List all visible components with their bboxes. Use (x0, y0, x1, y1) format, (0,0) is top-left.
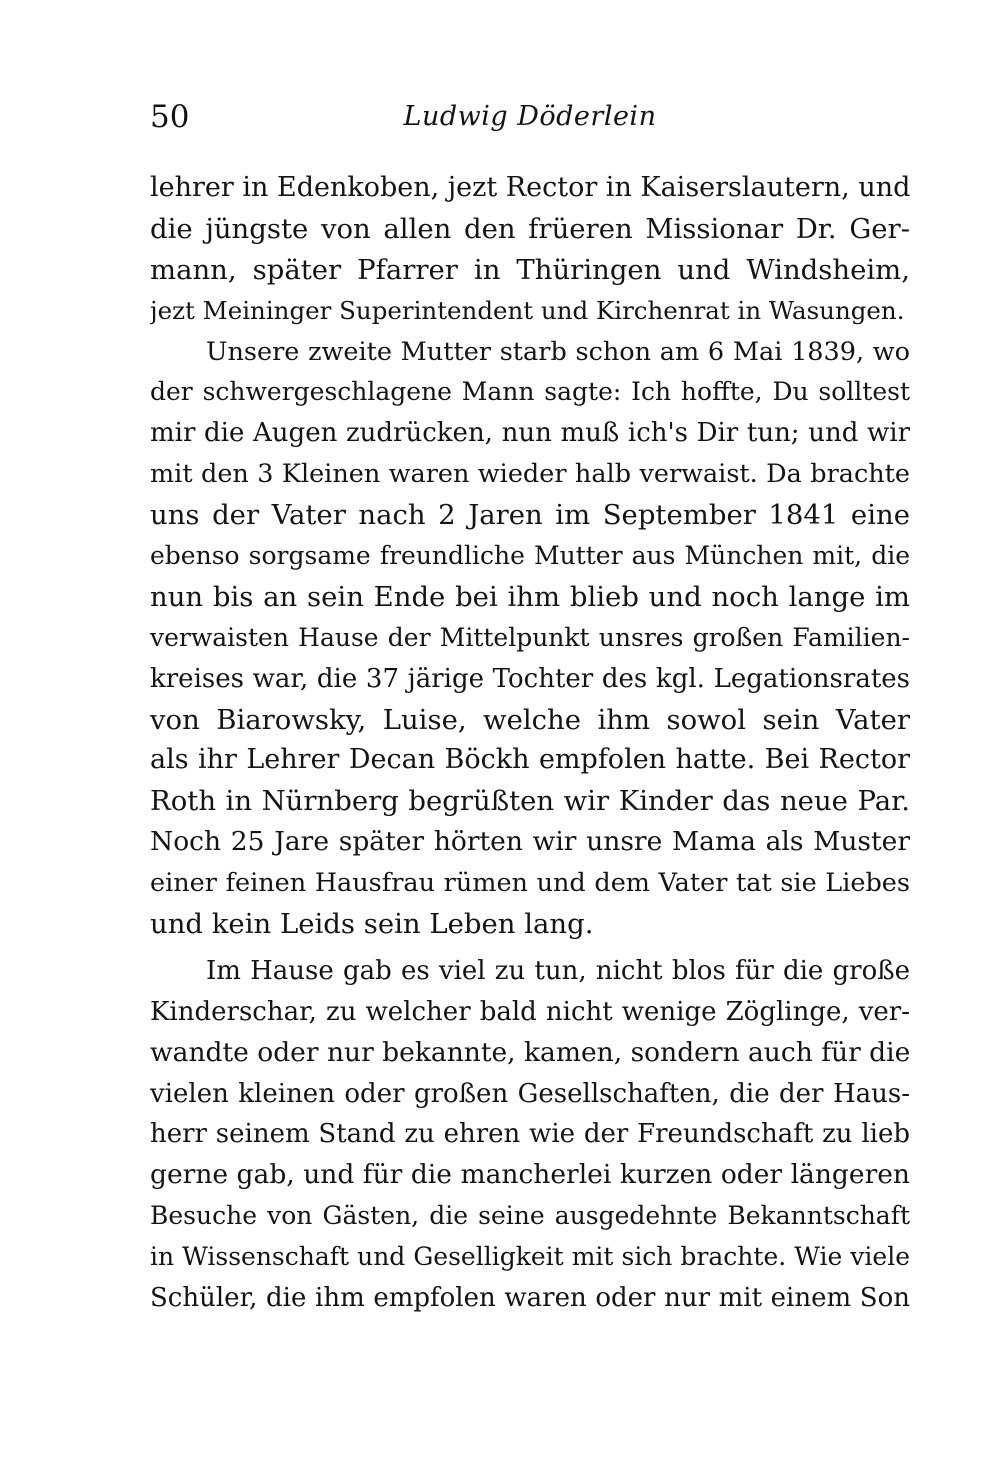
paragraph (150, 332, 910, 945)
text-line: Schüler, die ihm empfolen waren oder nur mit einem Son (150, 1283, 910, 1314)
text-line: mit den 3 Kleinen waren wieder halb verwaist. Da brachte (150, 459, 910, 490)
paragraph (150, 168, 910, 332)
text-line: jezt Meininger Superintendent und Kirchenrat in Wasungen. (150, 295, 905, 325)
paragraph (150, 951, 910, 1319)
text-line: mann, später Pfarrer in Thüringen und Windsheim, (150, 253, 910, 286)
text-line: von Biarowsky, Luise, welche ihm sowol sein Vater (150, 703, 910, 736)
text-line: nun bis an sein Ende bei ihm blieb und noch lange im (150, 580, 910, 613)
text-line: ebenso sorgsame freundliche Mutter aus München mit, die (150, 541, 910, 571)
running-title: Ludwig Döderlein (403, 101, 657, 132)
text-line: herr seinem Stand zu ehren wie der Freundschaft zu lieb (150, 1119, 910, 1150)
text-line: und kein Leids sein Leben lang. (150, 908, 594, 941)
body-text (150, 168, 910, 1319)
text-line: uns der Vater nach 2 Jaren im September 1841 eine (150, 499, 910, 532)
text-line: mir die Augen zudrücken, nun muß ich's Dir tun; und wir (150, 418, 910, 449)
text-line: wandte oder nur bekannte, kamen, sondern auch für die (150, 1036, 910, 1068)
text-line: Roth in Nürnberg begrüßten wir Kinder das neue Par. (150, 785, 910, 818)
text-line: Unsere zweite Mutter starb schon am 6 Mai 1839, wo (206, 336, 910, 367)
text-line: einer feinen Hausfrau rümen und dem Vater tat sie Liebes (150, 868, 910, 899)
text-line: gerne gab, und für die mancherlei kurzen oder längeren (150, 1159, 910, 1191)
text-line: der schwergeschlagene Mann sagte: Ich hoffte, Du solltest (150, 377, 910, 407)
text-line: Im Hause gab es viel zu tun, nicht blos für die große (206, 955, 910, 986)
text-line: vielen kleinen oder großen Gesellschaften, die der Haus- (150, 1078, 910, 1109)
text-line: als ihr Lehrer Decan Böckh empfolen hatte. Bei Rector (150, 744, 910, 776)
page-number: 50 (150, 99, 190, 135)
text-line: Kinderschar, zu welcher bald nicht wenige Zöglinge, ver- (150, 996, 910, 1027)
text-line: in Wissenschaft und Geselligkeit mit sich brachte. Wie viele (150, 1242, 910, 1272)
page-header (150, 92, 910, 142)
text-line: lehrer in Edenkoben, jezt Rector in Kaiserslautern, und (150, 172, 910, 203)
text-line: Noch 25 Jare später hörten wir unsre Mama als Muster (150, 826, 910, 858)
text-line: die jüngste von allen den früeren Missionar Dr. Ger- (150, 212, 910, 245)
text-line: kreises war, die 37 järige Tochter des kgl. Legationsrates (150, 663, 910, 694)
text-line: verwaisten Hause der Mittelpunkt unsres großen Familien- (150, 622, 910, 652)
text-line: Besuche von Gästen, die seine ausgedehnte Bekanntschaft (150, 1201, 910, 1231)
